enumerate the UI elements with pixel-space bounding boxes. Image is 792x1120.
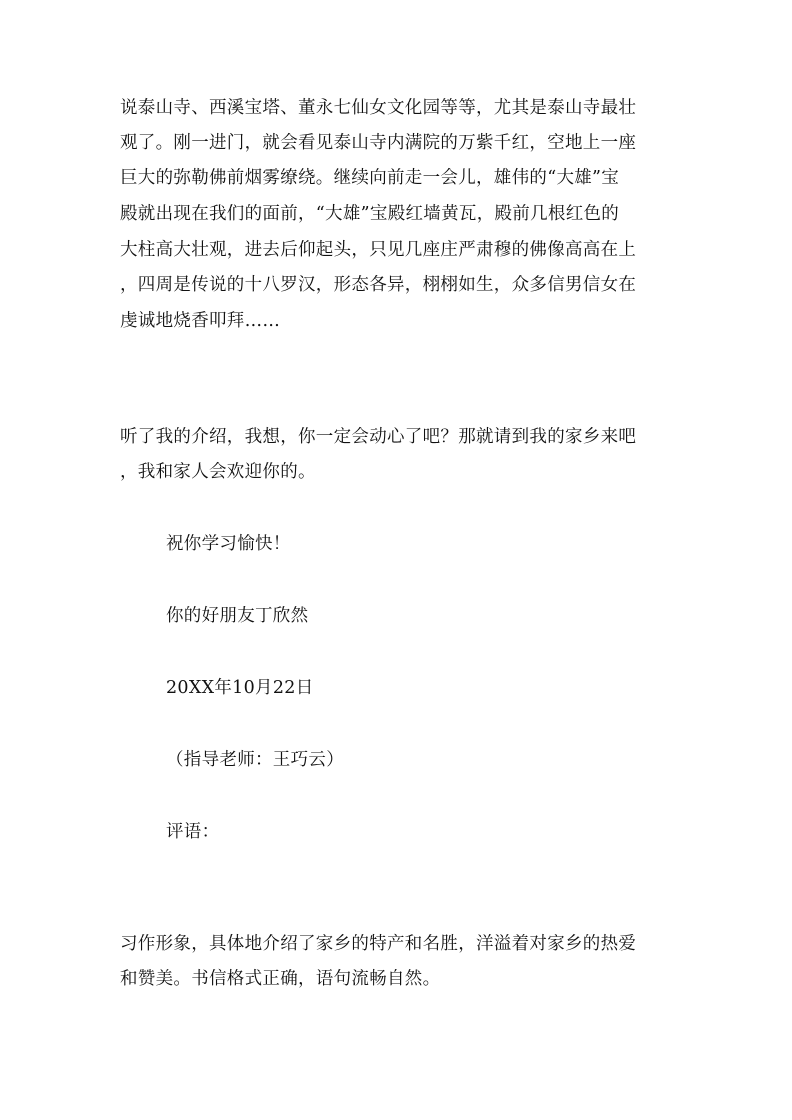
teacher-note: （指导老师：王巧云） xyxy=(166,750,344,770)
text-line: ，我和家人会欢迎你的。 xyxy=(120,462,316,482)
text-line: 说泰山寺、西溪宝塔、董永七仙女文化园等等，尤其是泰山寺最壮 xyxy=(120,98,637,118)
text-line: 巨大的弥勒佛前烟雾缭绕。继续向前走一会儿，雄伟的“大雄”宝 xyxy=(120,168,620,188)
text-line: 听了我的介绍，我想，你一定会动心了吧？那就请到我的家乡来吧 xyxy=(120,427,637,447)
text-line: 虔诚地烧香叩拜…… xyxy=(120,311,281,331)
closing-signature: 你的好朋友丁欣然 xyxy=(166,606,309,626)
text-line: 和赞美。书信格式正确，语句流畅自然。 xyxy=(120,969,441,989)
text-line: 观了。刚一进门，就会看见泰山寺内满院的万紫千红，空地上一座 xyxy=(120,133,637,153)
closing-wish: 祝你学习愉快！ xyxy=(166,534,291,554)
text-line: 习作形象，具体地介绍了家乡的特产和名胜，洋溢着对家乡的热爱 xyxy=(120,934,637,954)
text-line: 殿就出现在我们的面前，“大雄”宝殿红墙黄瓦，殿前几根红色的 xyxy=(120,204,620,224)
text-line: 大柱高大壮观，进去后仰起头，只见几座庄严肃穆的佛像高高在上 xyxy=(120,240,637,260)
comment-label: 评语： xyxy=(166,822,220,842)
text-line: ，四周是传说的十八罗汉，形态各异，栩栩如生，众多信男信女在 xyxy=(120,275,637,295)
closing-date: 20XX年10月22日 xyxy=(166,678,314,698)
